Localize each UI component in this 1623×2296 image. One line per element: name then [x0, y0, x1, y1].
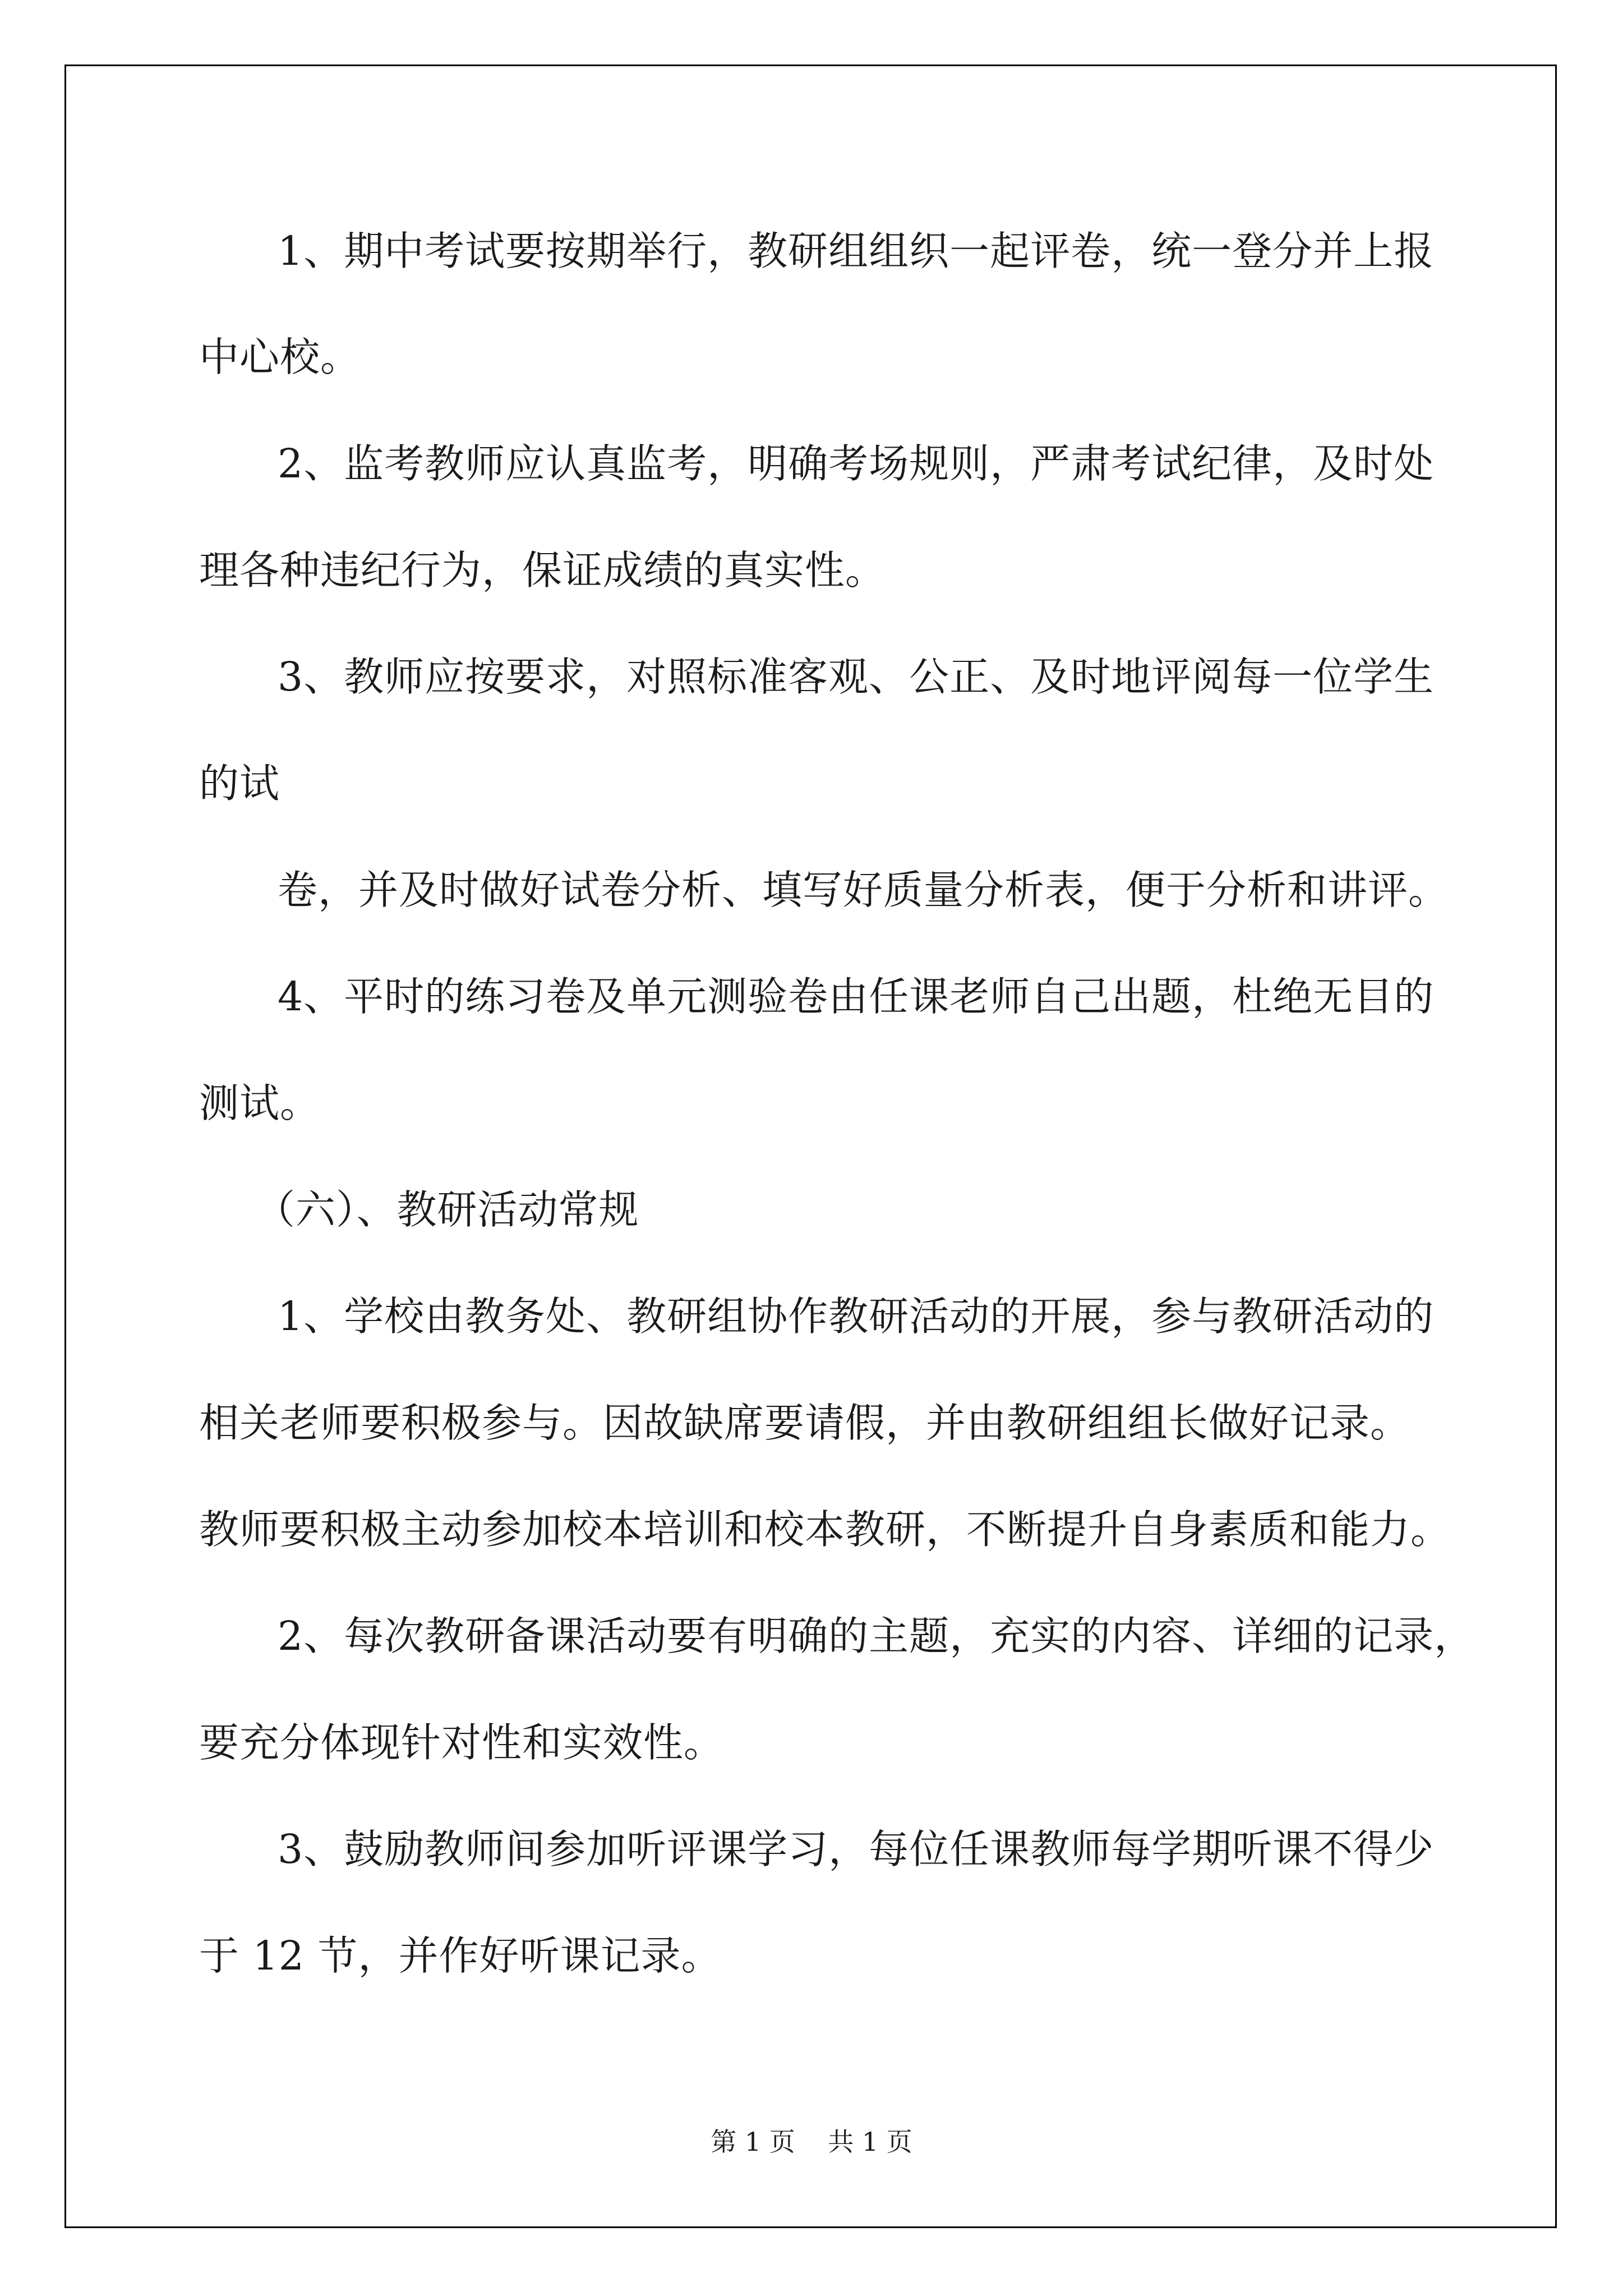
- paragraph-line: 4、平时的练习卷及单元测验卷由任课老师自己出题，杜绝无目的: [278, 973, 1435, 1020]
- paragraph-line: 测试。: [199, 1080, 321, 1126]
- paragraph-line: 3、教师应按要求，对照标准客观、公正、及时地评阅每一位学生: [278, 654, 1435, 700]
- paragraph-line: 卷，并及时做好试卷分析、填写好质量分析表，便于分析和讲评。: [278, 867, 1449, 913]
- paragraph-line: 2、每次教研备课活动要有明确的主题，充实的内容、详细的记录，: [278, 1613, 1475, 1659]
- paragraph-line: 于 12 节，并作好听课记录。: [199, 1932, 722, 1979]
- paragraph-line: 理各种违纪行为，保证成绩的真实性。: [199, 547, 886, 593]
- paragraph-line: 的试: [199, 760, 280, 807]
- page-border: [64, 65, 1557, 2228]
- paragraph-line: 2、监考教师应认真监考，明确考场规则，严肃考试纪律，及时处: [278, 440, 1435, 487]
- page-number-footer: 第 1 页 共 1 页: [711, 2127, 912, 2157]
- paragraph-line: 相关老师要积极参与。因故缺席要请假，并由教研组组长做好记录。: [199, 1400, 1411, 1446]
- paragraph-line: 1、期中考试要按期举行，教研组组织一起评卷，统一登分并上报: [278, 228, 1435, 274]
- section-heading: （六）、教研活动常规: [255, 1186, 639, 1233]
- paragraph-line: 教师要积极主动参加校本培训和校本教研，不断提升自身素质和能力。: [199, 1506, 1451, 1553]
- paragraph-line: 3、鼓励教师间参加听评课学习，每位任课教师每学期听课不得少: [278, 1826, 1435, 1872]
- paragraph-line: 要充分体现针对性和实效性。: [199, 1719, 725, 1766]
- paragraph-line: 1、学校由教务处、教研组协作教研活动的开展，参与教研活动的: [278, 1293, 1435, 1340]
- paragraph-line: 中心校。: [199, 334, 361, 380]
